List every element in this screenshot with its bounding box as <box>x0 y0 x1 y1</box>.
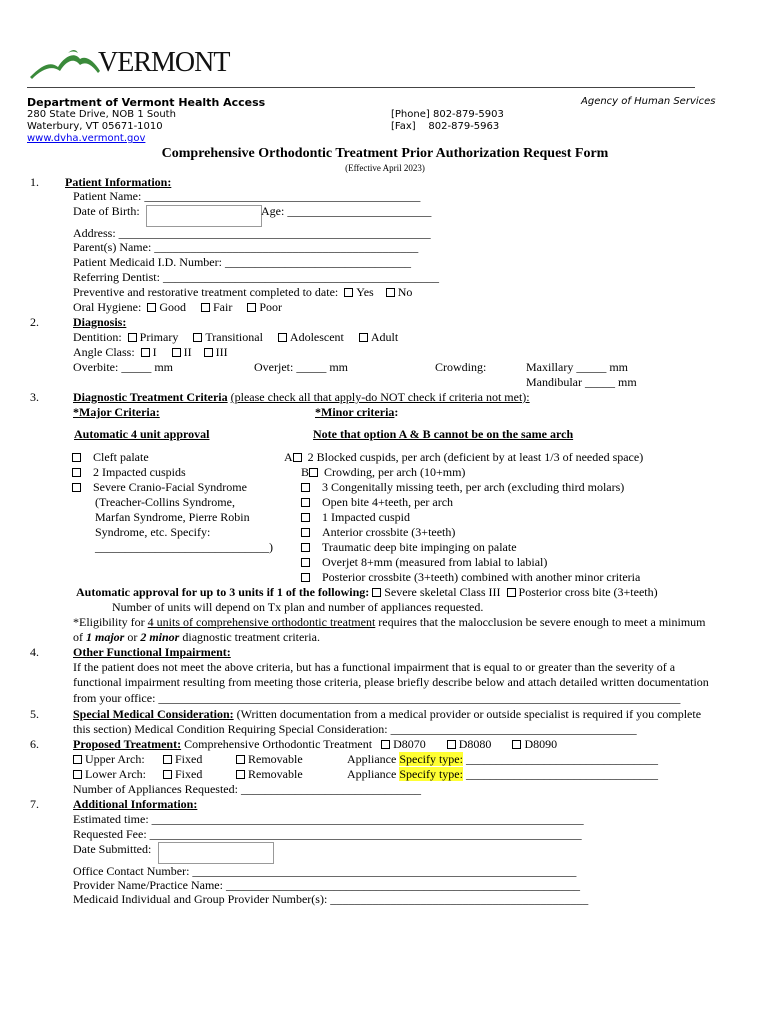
overjet-field[interactable]: Overjet: _____ mm <box>254 360 348 374</box>
agency-name: Agency of Human Services <box>581 96 716 107</box>
upper-fixed[interactable]: Fixed <box>163 752 202 767</box>
maxillary-field[interactable]: Maxillary _____ mm <box>526 360 628 374</box>
dob-input[interactable] <box>146 205 262 227</box>
specify-type-highlight: Specify type: <box>399 752 463 766</box>
minor-a-row[interactable]: A 2 Blocked cuspids, per arch (deficient by at least 1/3 of needed space) <box>284 450 644 464</box>
preventive-yes-checkbox[interactable] <box>344 288 353 297</box>
section-3-number: 3. <box>30 390 39 404</box>
anterior-crossbite-checkbox[interactable] <box>301 528 310 537</box>
specify-type-highlight: Specify type: <box>399 767 463 781</box>
upper-arch-checkbox[interactable] <box>73 755 82 764</box>
section-2-heading: Diagnosis: <box>73 315 127 329</box>
functional-text-line: If the patient does not meet the above criteria, but has a functional impairment that is equal to or greater than the severity of a <box>73 660 676 674</box>
major-impacted-cuspids[interactable]: 2 Impacted cuspids <box>72 465 186 480</box>
section-3-heading: Diagnostic Treatment Criteria <box>73 390 228 404</box>
dentition-primary-checkbox[interactable] <box>128 333 137 342</box>
fax-number: 802-879-5963 <box>428 121 500 132</box>
effective-date: (Effective April 2023) <box>345 163 425 173</box>
fax-line: [Fax] 802-879-5963 <box>391 121 500 132</box>
minor-item[interactable]: Open bite 4+teeth, per arch <box>301 495 453 510</box>
upper-appliance-field[interactable]: Appliance Specify type: ________________________________ <box>347 752 658 766</box>
header-rule <box>27 87 695 88</box>
hygiene-good-checkbox[interactable] <box>147 303 156 312</box>
address-field[interactable]: Address: ____________________________________________________ <box>73 226 431 240</box>
lower-fixed[interactable]: Fixed <box>163 767 202 782</box>
website-link[interactable]: www.dvha.vermont.gov <box>27 133 146 144</box>
minor-b-row[interactable]: B Crowding, per arch (10+mm) <box>301 465 466 479</box>
date-submitted-input[interactable] <box>158 842 274 864</box>
logo-text: VERMONT <box>98 47 230 78</box>
dentition-adolescent-checkbox[interactable] <box>278 333 287 342</box>
num-appliances-field[interactable]: Number of Appliances Requested: ______________________________ <box>73 782 421 796</box>
special-medical-line1: Special Medical Consideration: (Written documentation from a medical provider or outside specialist is required if you complete <box>73 707 702 721</box>
phone-line: [Phone] 802-879-5903 <box>391 109 504 120</box>
eligibility-line1: *Eligibility for 4 units of comprehensive orthodontic treatment requires that the malocclusion be severe enough to meet a minimum <box>73 615 706 629</box>
minor-item[interactable]: 3 Congenitally missing teeth, per arch (excluding third molars) <box>301 480 624 495</box>
minor-b-checkbox[interactable] <box>309 468 318 477</box>
open-bite-checkbox[interactable] <box>301 498 310 507</box>
dob-label: Date of Birth: <box>73 204 140 218</box>
d8090-checkbox[interactable] <box>512 740 521 749</box>
oral-hygiene-row: Oral Hygiene: Good Fair Poor <box>73 300 282 314</box>
posterior-cross-bite-checkbox[interactable] <box>507 588 516 597</box>
angle-class-2-checkbox[interactable] <box>172 348 181 357</box>
parents-field[interactable]: Parent(s) Name: ____________________________________________ <box>73 240 419 254</box>
eligibility-line2: of 1 major or 2 minor diagnostic treatment criteria. <box>73 630 320 644</box>
age-field[interactable]: Age: ________________________ <box>261 204 432 218</box>
impacted-cuspids-checkbox[interactable] <box>72 468 81 477</box>
skeletal-class-3-checkbox[interactable] <box>372 588 381 597</box>
lower-fixed-checkbox[interactable] <box>163 770 172 779</box>
section-2-number: 2. <box>30 315 39 329</box>
patient-name-field[interactable]: Patient Name: ______________________________________________ <box>73 189 421 203</box>
hygiene-fair-checkbox[interactable] <box>201 303 210 312</box>
posterior-crossbite-combined-checkbox[interactable] <box>301 573 310 582</box>
units-note: Number of units will depend on Tx plan and number of appliances requested. <box>112 600 484 614</box>
functional-text-line: functional impairment resulting from meeting those criteria, please briefly describe below and attach detailed written documentation <box>73 675 709 689</box>
section-5-heading: Special Medical Consideration: <box>73 707 234 721</box>
lower-removable[interactable]: Removable <box>236 767 303 782</box>
upper-fixed-checkbox[interactable] <box>163 755 172 764</box>
minor-a-checkbox[interactable] <box>293 453 302 462</box>
cranio-facial-checkbox[interactable] <box>72 483 81 492</box>
preventive-row: Preventive and restorative treatment completed to date: Yes No <box>73 285 413 299</box>
address-line1: 280 State Drive, NOB 1 South <box>27 109 176 120</box>
auto-4-unit-heading: Automatic 4 unit approval <box>74 427 210 441</box>
angle-class-3-checkbox[interactable] <box>204 348 213 357</box>
section-3-heading-row: Diagnostic Treatment Criteria (please check all that apply-do NOT check if criteria not met): <box>73 390 530 404</box>
preventive-no-checkbox[interactable] <box>386 288 395 297</box>
upper-arch-row: Upper Arch: <box>73 752 145 767</box>
cleft-palate-checkbox[interactable] <box>72 453 81 462</box>
mandibular-field[interactable]: Mandibular _____ mm <box>526 375 637 389</box>
medical-condition-field[interactable]: this section) Medical Condition Requiring Special Consideration: _________________________________________ <box>73 722 637 736</box>
deep-bite-checkbox[interactable] <box>301 543 310 552</box>
major-extra-line: Marfan Syndrome, Pierre Robin <box>95 510 250 524</box>
functional-description-field[interactable]: from your office: _______________________________________________________________________________________ <box>73 691 681 705</box>
minor-item[interactable]: Posterior crossbite (3+teeth) combined with another minor criteria <box>301 570 640 585</box>
section-5-number: 5. <box>30 707 39 721</box>
phone-number: 802-879-5903 <box>432 109 504 120</box>
major-extra-line: (Treacher-Collins Syndrome, <box>95 495 235 509</box>
provider-name-field[interactable]: Provider Name/Practice Name: ___________________________________________________________ <box>73 878 580 892</box>
vermont-logo <box>28 45 228 83</box>
lower-appliance-field[interactable]: Appliance Specify type: ________________________________ <box>347 767 658 781</box>
overjet-8mm-checkbox[interactable] <box>301 558 310 567</box>
upper-removable[interactable]: Removable <box>236 752 303 767</box>
dentition-row: Dentition: Primary Transitional Adolescent Adult <box>73 330 399 344</box>
major-cleft-palate[interactable]: Cleft palate <box>72 450 149 465</box>
minor-criteria-heading: *Minor criteria: <box>315 405 399 419</box>
medicaid-id-field[interactable]: Patient Medicaid I.D. Number: _______________________________ <box>73 255 411 269</box>
overbite-field[interactable]: Overbite: _____ mm <box>73 360 173 374</box>
dentition-transitional-checkbox[interactable] <box>193 333 202 342</box>
minor-item[interactable]: Anterior crossbite (3+teeth) <box>301 525 455 540</box>
section-4-heading: Other Functional Impairment: <box>73 645 231 659</box>
angle-class-row: Angle Class: I II III <box>73 345 228 359</box>
missing-teeth-checkbox[interactable] <box>301 483 310 492</box>
date-submitted-label: Date Submitted: <box>73 842 152 856</box>
hygiene-poor-checkbox[interactable] <box>247 303 256 312</box>
angle-class-1-checkbox[interactable] <box>141 348 150 357</box>
dept-name: Department of Vermont Health Access <box>27 96 266 109</box>
form-title: Comprehensive Orthodontic Treatment Prior Authorization Request Form <box>161 146 609 161</box>
upper-removable-checkbox[interactable] <box>236 755 245 764</box>
major-extra-line: Syndrome, etc. Specify: <box>95 525 211 539</box>
referring-dentist-field[interactable]: Referring Dentist: ______________________________________________ <box>73 270 439 284</box>
major-criteria-heading: *Major Criteria: <box>73 405 160 419</box>
lower-arch-checkbox[interactable] <box>73 770 82 779</box>
impacted-cuspid-checkbox[interactable] <box>301 513 310 522</box>
section-6-heading: Proposed Treatment: <box>73 737 182 751</box>
auto-3-unit-row: Automatic approval for up to 3 units if 1 of the following: Severe skeletal Class III Posterior cross bite (3+teeth) <box>76 585 658 599</box>
crowding-label: Crowding: <box>435 360 487 374</box>
section-7-heading: Additional Information: <box>73 797 198 811</box>
minor-item[interactable]: 1 Impacted cuspid <box>301 510 410 525</box>
ab-note: Note that option A & B cannot be on the same arch <box>313 427 574 441</box>
minor-item[interactable]: Overjet 8+mm (measured from labial to labial) <box>301 555 547 570</box>
address-line2: Waterbury, VT 05671-1010 <box>27 121 163 132</box>
requested-fee-field[interactable]: Requested Fee: ________________________________________________________________________ <box>73 827 582 841</box>
section-7-number: 7. <box>30 797 39 811</box>
section-6-number: 6. <box>30 737 39 751</box>
proposed-treatment-row: Proposed Treatment: Comprehensive Orthodontic Treatment D8070 D8080 D8090 <box>73 737 558 751</box>
major-cranio-facial[interactable]: Severe Cranio-Facial Syndrome <box>72 480 247 495</box>
estimated-time-field[interactable]: Estimated time: ________________________________________________________________________ <box>73 812 584 826</box>
section-4-number: 4. <box>30 645 39 659</box>
dentition-adult-checkbox[interactable] <box>359 333 368 342</box>
lower-arch-row: Lower Arch: <box>73 767 146 782</box>
office-contact-field[interactable]: Office Contact Number: ________________________________________________________________ <box>73 864 577 878</box>
minor-item[interactable]: Traumatic deep bite impinging on palate <box>301 540 517 555</box>
mountain-icon <box>28 47 108 81</box>
lower-removable-checkbox[interactable] <box>236 770 245 779</box>
specify-syndrome-field[interactable]: _____________________________) <box>95 540 273 554</box>
d8070-checkbox[interactable] <box>381 740 390 749</box>
section-1-heading: Patient Information: <box>65 175 172 189</box>
medicaid-provider-number-field[interactable]: Medicaid Individual and Group Provider Number(s): ___________________________________________ <box>73 892 589 906</box>
d8080-checkbox[interactable] <box>447 740 456 749</box>
section-1-number: 1. <box>30 175 39 189</box>
